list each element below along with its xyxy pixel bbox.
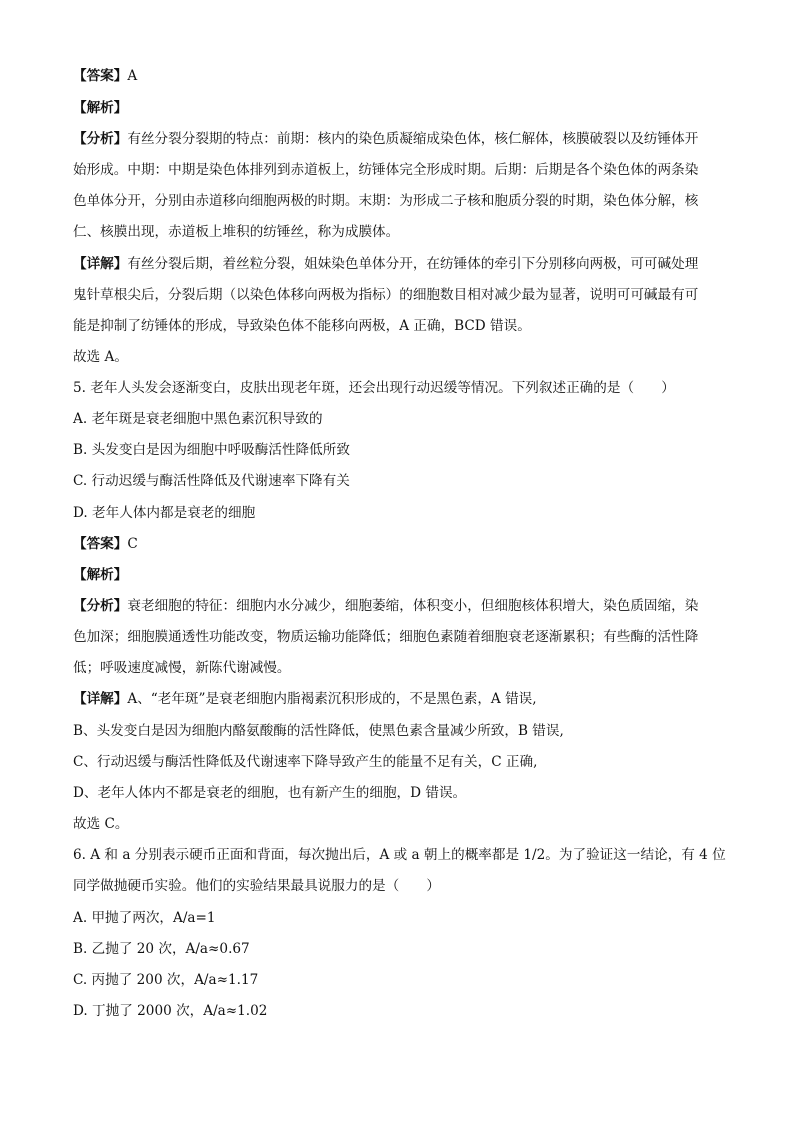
fenxi-line: 始形成。中期：中期是染色体排列到赤道板上，纺锤体完全形成时期。后期：后期是各个染色体的两条染 [73, 162, 699, 178]
question-stem: 5. 老年人头发会逐渐变白，皮肤出现老年斑，还会出现行动迟缓等情况。下列叙述正确的是（ ） [73, 380, 675, 396]
fenxi-line: 色单体分开，分别由赤道移向细胞两极的时期。末期：为形成二子核和胞质分裂的时期，染色体分解，核 [73, 193, 699, 209]
xiangjie-line [73, 254, 698, 274]
xiangjie-tag: 【详解】 [73, 691, 128, 707]
option-a: A. 甲抛了两次，A/a=1 [73, 910, 216, 926]
answer-line [73, 534, 138, 554]
fenxi-line [73, 596, 698, 616]
option-d: D. 丁抛了 2000 次，A/a≈1.02 [73, 1003, 268, 1019]
fenxi-line: 色加深；细胞膜通透性功能改变，物质运输功能降低；细胞色素随着细胞衰老逐渐累积；有些酶的活性降 [73, 629, 699, 645]
fenxi-tag: 【分析】 [73, 131, 128, 147]
fenxi-text: 有丝分裂分裂期的特点：前期：核内的染色质凝缩成染色体，核仁解体，核膜破裂以及纺锤体开 [127, 131, 699, 147]
option-d: D. 老年人体内都是衰老的细胞 [73, 505, 256, 521]
xiangjie-tag: 【详解】 [73, 256, 128, 272]
option-c: C. 行动迟缓与酶活性降低及代谢速率下降有关 [73, 473, 350, 489]
answer-value: A [127, 68, 138, 84]
fenxi-line [73, 129, 698, 149]
fenxi-text: 衰老细胞的特征：细胞内水分减少，细胞萎缩，体积变小，但细胞核体积增大，染色质固缩，染 [127, 598, 699, 614]
option-b: B. 头发变白是因为细胞中呼吸酶活性降低所致 [73, 442, 350, 458]
question-stem: 6. A 和 a 分别表示硬币正面和背面，每次抛出后，A 或 a 朝上的概率都是 1/2。为了验证这一结论，有 4 位 [73, 847, 726, 863]
answer-tag: 【答案】 [73, 536, 128, 552]
xiangjie-line: B、头发变白是因为细胞内酪氨酸酶的活性降低，使黑色素含量减少所致，B 错误, [73, 723, 564, 739]
conclusion-line: 故选 A。 [73, 349, 128, 365]
fenxi-line: 低；呼吸速度减慢，新陈代谢减慢。 [73, 660, 291, 676]
xiangjie-line: C、行动迟缓与酶活性降低及代谢速率下降导致产生的能量不足有关，C 正确, [73, 754, 538, 770]
conclusion-line: 故选 C。 [73, 816, 129, 832]
answer-line [73, 66, 137, 86]
fenxi-tag: 【分析】 [73, 598, 128, 614]
analysis-heading: 【解析】 [73, 567, 128, 583]
xiangjie-line: 能是抑制了纺锤体的形成，导致染色体不能移向两极，A 正确，BCD 错误。 [73, 318, 531, 334]
fenxi-line: 仁、核膜出现，赤道板上堆积的纺锤丝，称为成膜体。 [73, 224, 400, 240]
option-b: B. 乙抛了 20 次，A/a≈0.67 [73, 941, 250, 957]
question-stem: 同学做抛硬币实验。他们的实验结果最具说服力的是（ ） [73, 878, 441, 894]
answer-tag: 【答案】 [73, 68, 128, 84]
analysis-heading: 【解析】 [73, 100, 128, 116]
xiangjie-line: D、老年人体内不都是衰老的细胞，也有新产生的细胞，D 错误。 [73, 785, 467, 801]
answer-value: C [127, 536, 138, 552]
xiangjie-line [73, 689, 537, 709]
xiangjie-text: A、“老年斑”是衰老细胞内脂褐素沉积形成的，不是黑色素，A 错误, [127, 691, 537, 707]
xiangjie-text: 有丝分裂后期，着丝粒分裂，姐妹染色单体分开，在纺锤体的牵引下分别移向两极，可可碱处理 [127, 256, 699, 272]
option-a: A. 老年斑是衰老细胞中黑色素沉积导致的 [73, 411, 323, 427]
xiangjie-line: 鬼针草根尖后，分裂后期（以染色体移向两极为指标）的细胞数目相对减少最为显著，说明可可碱最有可 [73, 287, 699, 303]
option-c: C. 丙抛了 200 次，A/a≈1.17 [73, 972, 259, 988]
